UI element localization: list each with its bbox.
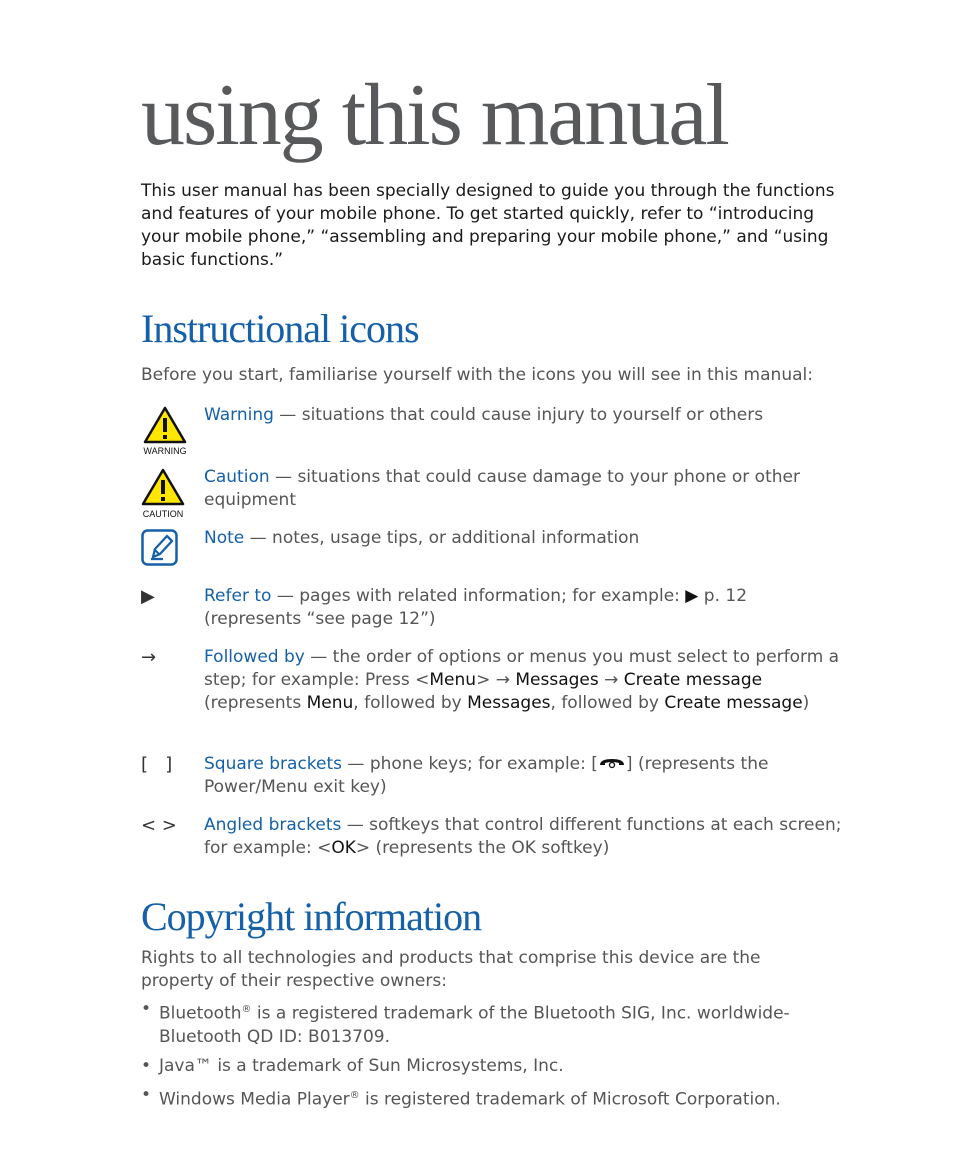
caution-desc: — situations that could cause damage to your phone or other equipment xyxy=(204,467,800,510)
square-brackets-term: Square brackets xyxy=(204,754,343,774)
caution-term: Caution xyxy=(204,467,270,487)
followed-desc-2: > → xyxy=(476,670,516,690)
right-arrow-icon: → xyxy=(141,647,157,668)
refer-desc-2: p. 12 (represents “see page 12”) xyxy=(204,586,748,629)
bullet-text: Java™ is a trademark of Sun Microsystems, Inc. xyxy=(159,1055,564,1076)
messages-label: Messages xyxy=(515,670,599,690)
followed-desc-5: , followed by xyxy=(353,693,468,713)
intro-paragraph: This user manual has been specially designed to guide you through the functions and features of your mobile phone. To get started quickly, refer to “introducing your mobile phone,” “assembling and preparing your mobile phone,” and “using basic functions.” xyxy=(141,181,835,270)
followed-desc-7: ) xyxy=(802,693,810,713)
followed-desc-6: , followed by xyxy=(550,693,665,713)
refer-row xyxy=(141,585,841,635)
square-desc-2: ] (represents the Power/Menu exit key) xyxy=(204,754,769,797)
copyright-heading: Copyright information xyxy=(141,894,482,939)
followed-desc-3: → xyxy=(598,670,624,690)
square-brackets-row xyxy=(141,753,841,803)
list-item xyxy=(141,1055,861,1078)
bullet-text: Bluetooth xyxy=(159,1003,242,1024)
create-message-label: Create message xyxy=(623,670,763,690)
instructional-lead: Before you start, familiarise yourself with the icons you will see in this manual: xyxy=(141,365,813,385)
warning-icon xyxy=(141,404,197,460)
bullet-text-rest: is registered trademark of Microsoft Corporation. xyxy=(359,1089,781,1110)
followed-row xyxy=(141,646,841,746)
create-message-label-2: Create message xyxy=(664,693,803,713)
copyright-list xyxy=(141,998,861,1117)
copyright-lead: Rights to all technologies and products that comprise this device are the property of their respective owners: xyxy=(141,948,761,991)
warning-desc: — situations that could cause injury to yourself or others xyxy=(273,405,764,425)
followed-term: Followed by xyxy=(204,647,305,667)
square-brackets-text xyxy=(204,753,844,799)
instructional-icons-heading: Instructional icons xyxy=(141,306,419,351)
caution-icon xyxy=(141,466,197,524)
bullet-text: Windows Media Player xyxy=(159,1089,350,1110)
angled-brackets-row xyxy=(141,814,841,864)
menu-label: Menu xyxy=(429,670,477,690)
caution-icon-label: CAUTION xyxy=(142,509,184,519)
angled-desc-1: — softkeys that control different functions at each screen; for example: < xyxy=(204,815,842,858)
followed-desc-1: — the order of options or menus you must select to perform a step; for example: Press < xyxy=(204,647,840,690)
refer-term: Refer to xyxy=(204,586,272,606)
warning-text xyxy=(204,404,844,427)
square-brackets-symbol: [ ] xyxy=(141,754,173,775)
messages-label-2: Messages xyxy=(467,693,551,713)
note-text xyxy=(204,527,844,550)
inline-arrow-pointer-icon: ▶ xyxy=(685,586,699,606)
registered-mark: ® xyxy=(241,1004,252,1015)
refer-text xyxy=(204,585,844,631)
angled-brackets-term: Angled brackets xyxy=(204,815,342,835)
angled-desc-2: > (represents the OK softkey) xyxy=(355,838,610,858)
square-desc-1: — phone keys; for example: [ xyxy=(342,754,598,774)
angled-brackets-text xyxy=(204,814,844,860)
caution-text xyxy=(204,466,844,512)
followed-desc-4: (represents xyxy=(204,693,307,713)
caution-row xyxy=(141,466,841,522)
warning-icon-label: WARNING xyxy=(143,446,187,456)
menu-label-2: Menu xyxy=(306,693,354,713)
refer-desc-1: — pages with related information; for example: xyxy=(271,586,686,606)
page-title: using this manual xyxy=(141,67,728,164)
followed-text xyxy=(204,646,844,715)
note-desc: — notes, usage tips, or additional information xyxy=(244,528,640,548)
angled-brackets-symbol: < > xyxy=(141,815,177,836)
note-term: Note xyxy=(204,528,245,548)
ok-label: OK xyxy=(331,838,356,858)
power-key-icon xyxy=(598,756,626,770)
list-item xyxy=(141,1084,861,1112)
registered-mark: ® xyxy=(349,1089,360,1101)
warning-row xyxy=(141,404,841,460)
note-icon xyxy=(141,527,197,571)
warning-term: Warning xyxy=(204,405,274,425)
list-item xyxy=(141,998,861,1049)
bullet-text-rest: is a registered trademark of the Bluetooth SIG, Inc. worldwide- Bluetooth QD ID: B013709. xyxy=(159,1003,790,1047)
arrow-pointer-icon: ▶ xyxy=(141,586,155,607)
note-row xyxy=(141,527,841,571)
